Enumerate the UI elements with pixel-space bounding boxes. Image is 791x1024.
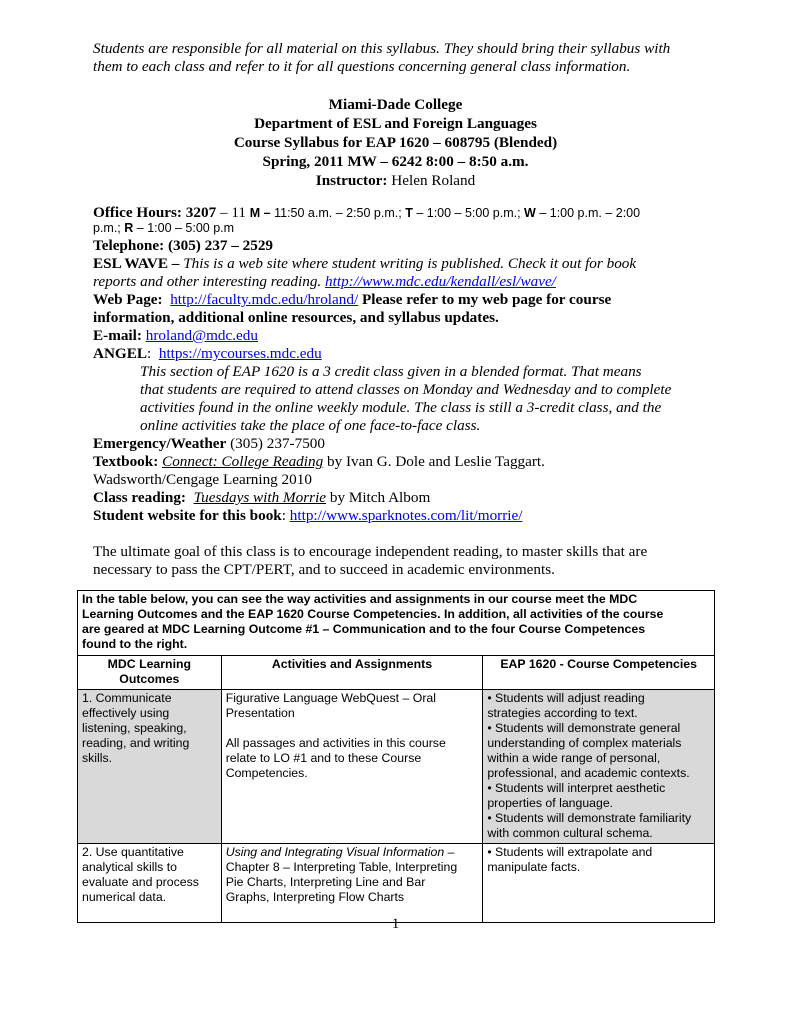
table-intro-line: Learning Outcomes and the EAP 1620 Course Competencies. In addition, all activities of the course [82,607,664,621]
cell-line: All passages and activities in this course [225,736,446,750]
web-page-line-1 [93,291,611,309]
cell-line: • Students will demonstrate general [487,721,681,735]
class-reading-label: Class reading: [93,489,186,506]
student-website-link[interactable]: http://www.sparknotes.com/lit/morrie/ [289,507,523,524]
cell-line: 2. Use quantitative [82,845,184,859]
table-row [78,844,715,923]
cell-line: properties of language. [487,796,614,810]
office-hours-m-value: 11:50 a.m. – 2:50 p.m.; [270,206,406,220]
cell-line: numerical data. [82,890,167,904]
goal-line-2: necessary to pass the CPT/PERT, and to succeed in academic environments. [93,561,555,578]
textbook-authors: by Ivan G. Dole and Leslie Taggart. [323,453,545,470]
course-schedule: Spring, 2011 MW – 6242 8:00 – 8:50 a.m. [262,153,529,170]
row2-activities [221,844,483,923]
cell-line: Graphs, Interpreting Flow Charts [225,890,405,904]
esl-wave-text-1: This is a web site where student writing is published. Check it out for book [183,255,637,272]
department-name: Department of ESL and Foreign Languages [254,115,537,132]
cell-line: Chapter 8 – Interpreting Table, Interpreting [225,860,458,874]
cell-line [226,845,479,860]
table-intro-line: found to the right. [82,637,188,651]
outcomes-table [77,590,715,923]
table-intro-row [78,591,715,656]
cell-line: • Students will adjust reading [487,691,645,705]
office-hours-cont: p.m.; [93,221,125,235]
row2-outcome [78,844,222,923]
cell-line: 1. Communicate [82,691,172,705]
textbook-line [93,453,545,471]
cell-line: • Students will demonstrate familiarity [487,811,692,825]
textbook-publisher: Wadsworth/Cengage Learning 2010 [93,471,312,488]
student-website-line: Student website for this book: http://www.sparknotes.com/lit/morrie/ [93,507,523,524]
student-website-label: Student website for this book [93,507,282,524]
web-page-link[interactable]: http://faculty.mdc.edu/hroland/ [170,291,359,308]
office-hours-line-2 [93,220,234,236]
table-intro-line: In the table below, you can see the way activities and assignments in our course meet the MDC [82,592,638,606]
header-competencies: EAP 1620 - Course Competencies [483,656,715,690]
telephone: Telephone: (305) 237 – 2529 [93,237,274,254]
row1-activities [221,690,483,844]
angel-desc-3: activities found in the online weekly module. The class is still a 3-credit class, and the [140,399,662,416]
cell-line: analytical skills to [82,860,177,874]
email-link[interactable]: hroland@mdc.edu [145,327,258,344]
emergency-label: Emergency/Weather [93,435,227,452]
row1-outcome [78,690,222,844]
office-hours-dash: – 11 [216,204,250,221]
cell-line: • Students will interpret aesthetic [487,781,666,795]
emergency-line [93,435,325,453]
cell-line: Figurative Language WebQuest – Oral [225,691,436,705]
angel-desc-4: online activities take the place of one face-to-face class. [140,417,481,434]
esl-wave-line-2 [93,273,556,291]
intro-line-1: Students are responsible for all material on this syllabus. They should bring their syllabus with [93,40,671,57]
esl-wave-link[interactable]: http://www.mdc.edu/kendall/esl/wave/ [325,273,556,290]
esl-wave-label: ESL WAVE – [93,255,184,272]
office-hours-r-value: – 1:00 – 5:00 p.m [133,221,235,235]
office-hours-label: Office Hours: 3207 [93,204,217,221]
header-mdc-outcomes [78,656,222,690]
cell-line: reading, and writing [82,736,190,750]
cell-line: within a wide range of personal, [487,751,661,765]
office-hours-m-label: M – [249,206,271,220]
angel-label: ANGEL [93,345,148,362]
angel-link[interactable]: https://mycourses.mdc.edu [158,345,322,362]
row2-competencies [483,844,715,923]
cell-line: skills. [82,751,113,765]
course-title: Course Syllabus for EAP 1620 – 608795 (Blended) [233,134,558,151]
web-page-label: Web Page: [93,291,163,308]
header-mdc-outcomes-line: Outcomes [119,672,180,686]
angel-desc-2: that students are required to attend classes on Monday and Wednesday and to complete [140,381,672,398]
college-name: Miami-Dade College [328,96,463,113]
cell-italic: Using and Integrating Visual Information [225,845,445,859]
cell-line: strategies according to text. [487,706,638,720]
cell-line: • Students will extrapolate and [487,845,653,859]
web-page-note-2: information, additional online resources, and syllabus updates. [93,309,499,326]
cell-line: with common cultural schema. [487,826,653,840]
header-mdc-outcomes-line: MDC Learning [107,657,192,671]
cell-line: Competencies. [225,766,308,780]
cell-line: Presentation [225,706,295,720]
cell-dash: – [444,845,455,859]
cell-line: professional, and academic contexts. [487,766,690,780]
header-activities: Activities and Assignments [221,656,483,690]
class-reading-line [93,489,430,507]
table-row [78,690,715,844]
office-hours-r-label: R [124,221,134,235]
table-intro-cell [78,591,715,656]
web-page-note-1: Please refer to my web page for course [358,291,612,308]
intro-line-2: them to each class and refer to it for all questions concerning general class information. [93,58,631,75]
office-hours-w-label: W [524,206,536,220]
cell-line: understanding of complex materials [487,736,682,750]
office-hours-w-value: – 1:00 p.m. – 2:00 [535,206,641,220]
row1-competencies [483,690,715,844]
angel-line: ANGEL: https://mycourses.mdc.edu [93,345,322,362]
class-reading-title: Tuesdays with Morrie [193,489,327,506]
table-header-row [78,656,715,690]
emergency-value: (305) 237-7500 [226,435,325,452]
office-hours-t-value: – 1:00 – 5:00 p.m.; [412,206,525,220]
email-label: E-mail: [93,327,142,344]
instructor-label: Instructor: [315,172,388,189]
instructor-name: Helen Roland [391,172,476,189]
esl-wave-line-1 [93,255,636,273]
cell-line: relate to LO #1 and to these Course [225,751,422,765]
table-intro-line: are geared at MDC Learning Outcome #1 – Communication and to the four Course Competences [82,622,646,636]
cell-line: listening, speaking, [82,721,187,735]
instructor-line [0,171,791,190]
cell-line: effectively using [82,706,170,720]
page-number: 1 [391,915,400,932]
textbook-title: Connect: College Reading [162,453,324,470]
cell-line: manipulate facts. [487,860,581,874]
esl-wave-text-2: reports and other interesting reading. [93,273,326,290]
office-hours-t-label: T [405,206,413,220]
cell-line: evaluate and process [82,875,199,889]
textbook-label: Textbook: [93,453,159,470]
goal-line-1: The ultimate goal of this class is to encourage independent reading, to master skills that are [93,543,648,560]
angel-desc-1: This section of EAP 1620 is a 3 credit class given in a blended format. That means [140,363,642,380]
email-line [93,327,258,345]
class-reading-author: by Mitch Albom [326,489,431,506]
cell-line: Pie Charts, Interpreting Line and Bar [225,875,426,889]
